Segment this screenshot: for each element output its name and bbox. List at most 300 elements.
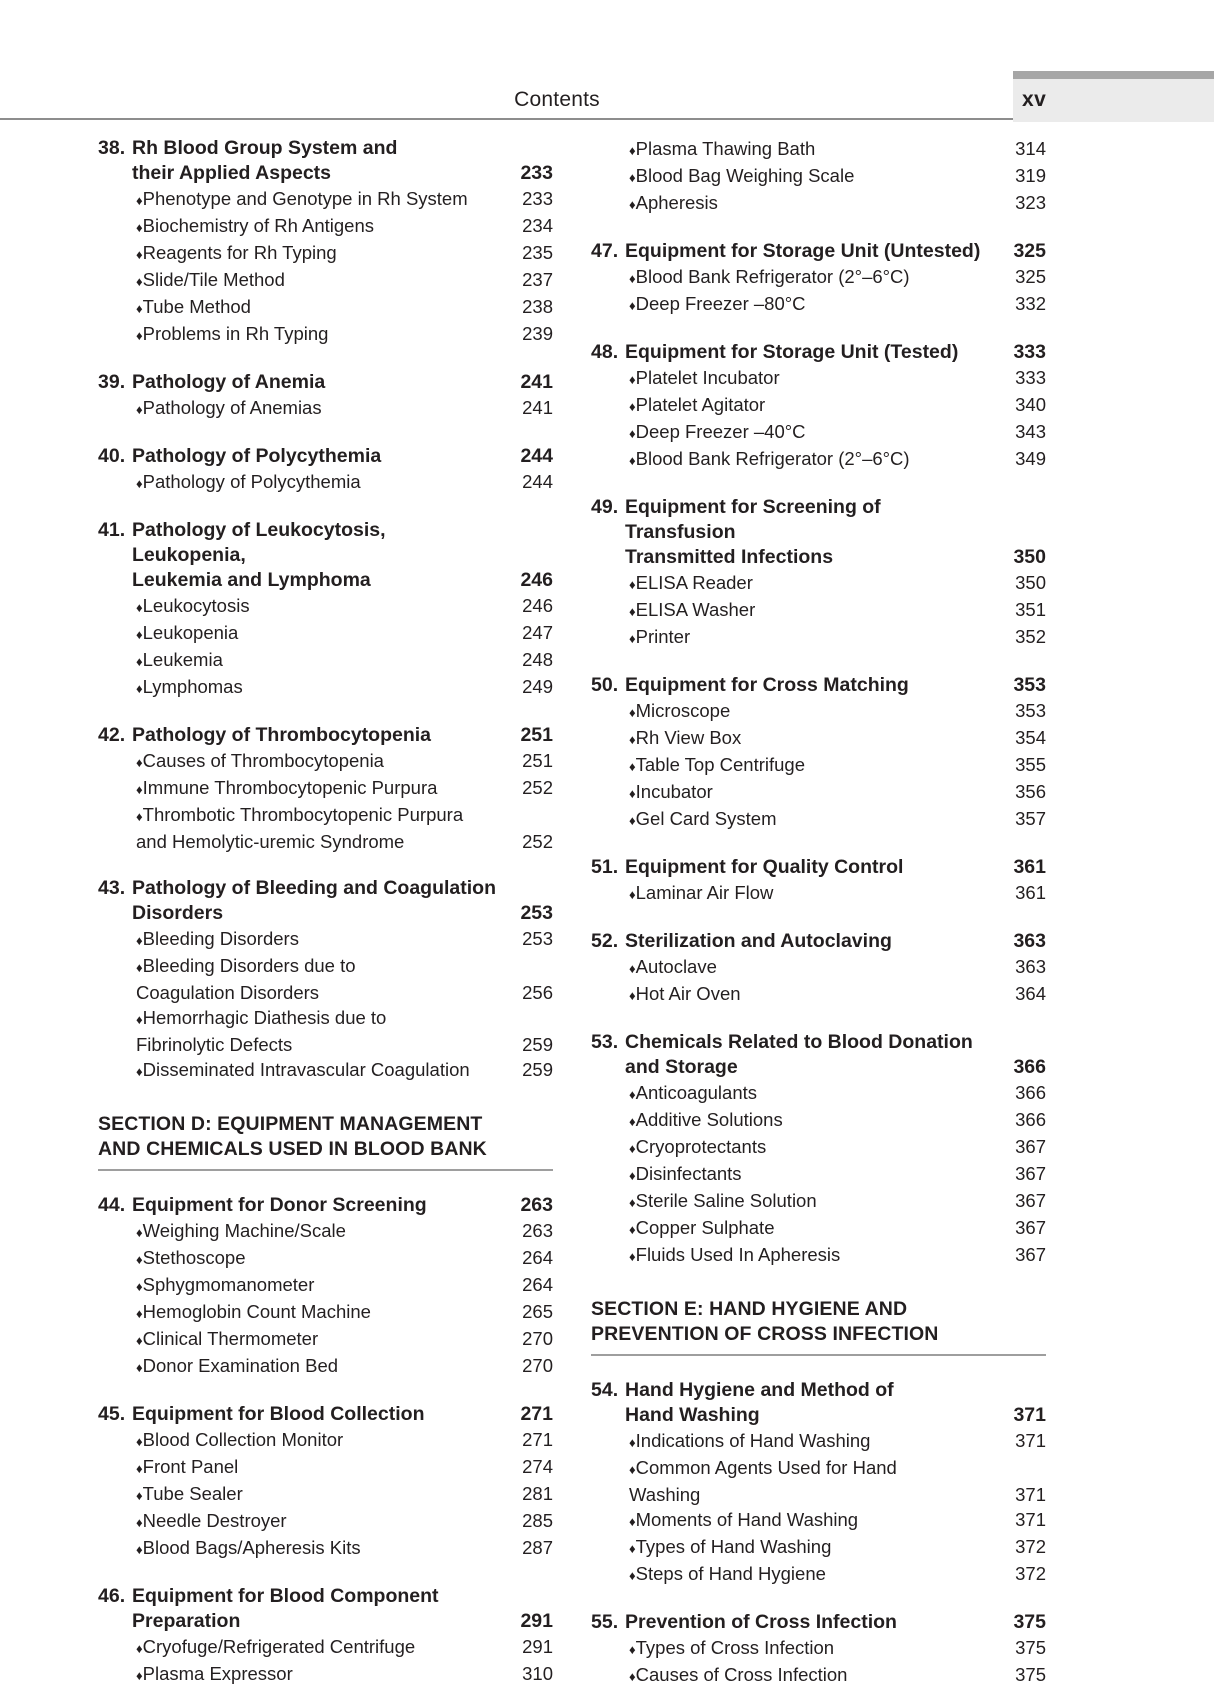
- toc-topic-page: 239: [522, 323, 553, 344]
- diamond-bullet-icon: ♦: [629, 1669, 636, 1684]
- toc-chapter-title-row[interactable]: [591, 855, 1046, 880]
- diamond-bullet-icon: ♦: [136, 654, 143, 669]
- toc-topic-row[interactable]: [591, 136, 1046, 163]
- toc-topic-label: Leukocytosis: [142, 595, 250, 616]
- toc-topic-row[interactable]: [591, 1134, 1046, 1161]
- diamond-bullet-icon: ♦: [629, 1642, 636, 1657]
- toc-topic-page: 256: [522, 982, 553, 1003]
- toc-topic-page: 281: [522, 1483, 553, 1504]
- toc-chapter[interactable]: [591, 929, 1046, 1008]
- header-divider: [0, 118, 1015, 120]
- toc-chapter[interactable]: [98, 723, 553, 854]
- toc-topic-label: Tube Sealer: [142, 1483, 243, 1504]
- toc-topic-label: Leukemia: [142, 649, 223, 670]
- toc-chapter[interactable]: [591, 855, 1046, 907]
- toc-topic-row[interactable]: [591, 779, 1046, 806]
- toc-chapter-title-row[interactable]: [591, 495, 1046, 545]
- toc-topic-label: Blood Bank Refrigerator (2°–6°C): [635, 448, 910, 469]
- toc-column-left: [98, 136, 553, 1689]
- toc-topic-label: Apheresis: [635, 192, 718, 213]
- diamond-bullet-icon: ♦: [136, 1542, 143, 1557]
- diamond-bullet-icon: ♦: [629, 813, 636, 828]
- toc-topic-row[interactable]: [591, 163, 1046, 190]
- toc-topic-page: 310: [522, 1663, 553, 1684]
- toc-topic-page: 259: [522, 1059, 553, 1080]
- toc-topic-page: 287: [522, 1537, 553, 1558]
- toc-chapter-title-row[interactable]: [591, 239, 1046, 264]
- toc-topic-label: Coagulation Disorders: [136, 982, 320, 1003]
- toc-topic-row[interactable]: [591, 624, 1046, 651]
- toc-topic-page: 249: [522, 676, 553, 697]
- toc-topic-page: 263: [522, 1220, 553, 1241]
- toc-topic-label: Pathology of Anemias: [142, 397, 322, 418]
- toc-section-heading-line: AND CHEMICALS USED IN BLOOD BANK: [98, 1138, 487, 1160]
- toc-chapter[interactable]: [98, 370, 553, 422]
- toc-topic-label: Rh View Box: [635, 727, 742, 748]
- toc-topic-row[interactable]: [98, 1218, 553, 1245]
- toc-topic-row[interactable]: [98, 395, 553, 422]
- toc-topic-row[interactable]: [98, 1326, 553, 1353]
- toc-topic-label: Pathology of Polycythemia: [142, 471, 361, 492]
- toc-chapter-title: Equipment for Donor Screening: [132, 1194, 427, 1216]
- section-heading-divider: [591, 1354, 1046, 1356]
- toc-topic-label: Slide/Tile Method: [142, 269, 285, 290]
- toc-topic-label: and Hemolytic-uremic Syndrome: [136, 831, 405, 852]
- toc-topic-label: Disinfectants: [635, 1163, 742, 1184]
- toc-topic-page: 340: [1015, 394, 1046, 415]
- toc-topic-row[interactable]: [591, 1107, 1046, 1134]
- diamond-bullet-icon: ♦: [136, 1360, 143, 1375]
- toc-chapter-number: 44.: [98, 1194, 126, 1216]
- toc-topic-row[interactable]: [98, 213, 553, 240]
- toc-topic-row[interactable]: [591, 981, 1046, 1008]
- toc-topic-page: 259: [522, 1034, 553, 1055]
- toc-topic-row[interactable]: [98, 321, 553, 348]
- toc-topic-page: 367: [1015, 1136, 1046, 1157]
- diamond-bullet-icon: ♦: [136, 274, 143, 289]
- toc-topic-row[interactable]: [591, 880, 1046, 907]
- toc-topic-row[interactable]: [591, 1161, 1046, 1188]
- toc-topic-label: Lymphomas: [142, 676, 243, 697]
- toc-topic-page: 367: [1015, 1244, 1046, 1265]
- toc-topic-label: Hemoglobin Count Machine: [142, 1301, 371, 1322]
- toc-topic-page: 367: [1015, 1163, 1046, 1184]
- diamond-bullet-icon: ♦: [136, 1333, 143, 1348]
- toc-chapter-title-row[interactable]: [98, 518, 553, 568]
- toc-chapter-title: Equipment for Blood Component: [132, 1585, 439, 1607]
- toc-topic-row[interactable]: [98, 1272, 553, 1299]
- toc-topic-row[interactable]: [98, 748, 553, 775]
- toc-topic-page: 371: [1015, 1484, 1046, 1505]
- toc-topic-page: 274: [522, 1456, 553, 1477]
- toc-topic-row[interactable]: [591, 392, 1046, 419]
- toc-topic-page: 244: [522, 471, 553, 492]
- diamond-bullet-icon: ♦: [629, 759, 636, 774]
- toc-chapter-title-continuation-row: [98, 1609, 553, 1634]
- toc-topic-row[interactable]: [98, 1299, 553, 1326]
- toc-chapter-page: 375: [1013, 1611, 1046, 1633]
- page-running-head: [0, 0, 1214, 122]
- toc-topic-row[interactable]: [591, 752, 1046, 779]
- toc-chapter-title-row[interactable]: [591, 1030, 1046, 1055]
- toc-topic-page: 235: [522, 242, 553, 263]
- toc-topic-row[interactable]: [98, 1057, 553, 1084]
- toc-topic-row[interactable]: [591, 806, 1046, 833]
- toc-topic-label: Disseminated Intravascular Coagulation: [142, 1059, 470, 1080]
- toc-topic-page: 366: [1015, 1082, 1046, 1103]
- toc-topic-row[interactable]: [591, 264, 1046, 291]
- toc-topic-page: 371: [1015, 1430, 1046, 1451]
- toc-chapter-number: 42.: [98, 724, 126, 746]
- toc-topic-label: Hemorrhagic Diathesis due to: [142, 1007, 387, 1028]
- toc-topic-label: Blood Bag Weighing Scale: [635, 165, 855, 186]
- diamond-bullet-icon: ♦: [629, 143, 636, 158]
- toc-topic-label: Platelet Incubator: [635, 367, 780, 388]
- toc-chapter-page: 241: [520, 371, 553, 393]
- toc-topic-row[interactable]: [98, 775, 553, 802]
- toc-chapter[interactable]: [98, 136, 553, 348]
- toc-chapter-title-continuation-row: [98, 568, 553, 593]
- toc-topic-row[interactable]: [591, 291, 1046, 318]
- toc-topic-page: 372: [1015, 1536, 1046, 1557]
- toc-chapter-title: Sterilization and Autoclaving: [625, 930, 892, 952]
- toc-chapter-page: 263: [520, 1194, 553, 1216]
- toc-topic-row[interactable]: [98, 294, 553, 321]
- toc-topic-page: 375: [1015, 1637, 1046, 1658]
- toc-topic-row[interactable]: [591, 1428, 1046, 1455]
- toc-chapter[interactable]: [591, 340, 1046, 473]
- toc-topic-page: 265: [522, 1301, 553, 1322]
- toc-topic-label: Steps of Hand Hygiene: [635, 1563, 826, 1584]
- toc-topic-page: 367: [1015, 1190, 1046, 1211]
- toc-topic-page: 264: [522, 1247, 553, 1268]
- diamond-bullet-icon: ♦: [629, 1568, 636, 1583]
- toc-chapter-number: 51.: [591, 856, 619, 878]
- diamond-bullet-icon: ♦: [136, 1488, 143, 1503]
- toc-topic-row[interactable]: [591, 1215, 1046, 1242]
- toc-topic-label: Cryoprotectants: [635, 1136, 767, 1157]
- toc-topic-label: Printer: [635, 626, 691, 647]
- toc-chapter-number: 46.: [98, 1585, 126, 1607]
- toc-chapter-title-row[interactable]: [98, 1402, 553, 1427]
- toc-chapter[interactable]: [98, 518, 553, 701]
- toc-chapter-title-continuation-row: [98, 161, 553, 186]
- toc-topic-label: Blood Collection Monitor: [142, 1429, 344, 1450]
- toc-topic-label: Leukopenia: [142, 622, 239, 643]
- diamond-bullet-icon: ♦: [136, 1434, 143, 1449]
- toc-topic-row[interactable]: [591, 1561, 1046, 1588]
- toc-topic-row[interactable]: [591, 1242, 1046, 1269]
- toc-chapter-title-row[interactable]: [98, 136, 553, 161]
- toc-topic-label: Reagents for Rh Typing: [142, 242, 337, 263]
- toc-topic-continuation-row: [98, 829, 553, 854]
- toc-topic-page: 233: [522, 188, 553, 209]
- toc-chapter-page: 363: [1013, 930, 1046, 952]
- toc-chapter[interactable]: [98, 1193, 553, 1380]
- toc-chapter-number: 48.: [591, 341, 619, 363]
- toc-topic-row[interactable]: [98, 647, 553, 674]
- toc-chapter-number: 55.: [591, 1611, 619, 1633]
- toc-chapter-title: Transmitted Infections: [625, 546, 834, 568]
- toc-topic-page: 314: [1015, 138, 1046, 159]
- toc-chapter-title-row[interactable]: [591, 1378, 1046, 1403]
- toc-chapter-page: 271: [520, 1403, 553, 1425]
- toc-topic-row[interactable]: [591, 725, 1046, 752]
- diamond-bullet-icon: ♦: [136, 600, 143, 615]
- diamond-bullet-icon: ♦: [629, 1195, 636, 1210]
- toc-chapter-page: 371: [1013, 1404, 1046, 1426]
- diamond-bullet-icon: ♦: [629, 961, 636, 976]
- toc-topic-page: 353: [1015, 700, 1046, 721]
- toc-topic-label: Stethoscope: [142, 1247, 246, 1268]
- toc-chapter-page: 251: [520, 724, 553, 746]
- diamond-bullet-icon: ♦: [629, 887, 636, 902]
- diamond-bullet-icon: ♦: [629, 1249, 636, 1264]
- toc-topic-label: Plasma Thawing Bath: [635, 138, 816, 159]
- diamond-bullet-icon: ♦: [629, 705, 636, 720]
- toc-topic-label: Types of Hand Washing: [635, 1536, 832, 1557]
- toc-topic-row[interactable]: [591, 698, 1046, 725]
- toc-topic-row[interactable]: [98, 1353, 553, 1380]
- diamond-bullet-icon: ♦: [136, 1668, 143, 1683]
- toc-chapter-title: Prevention of Cross Infection: [625, 1611, 897, 1633]
- toc-chapter-page: 325: [1013, 240, 1046, 262]
- diamond-bullet-icon: ♦: [629, 453, 636, 468]
- toc-topic-row[interactable]: [591, 190, 1046, 217]
- toc-topic-row[interactable]: [98, 186, 553, 213]
- toc-chapter-title: Leukemia and Lymphoma: [132, 569, 371, 591]
- diamond-bullet-icon: ♦: [629, 1114, 636, 1129]
- toc-topic-row[interactable]: [591, 1455, 1046, 1482]
- diamond-bullet-icon: ♦: [136, 247, 143, 262]
- diamond-bullet-icon: ♦: [629, 988, 636, 1003]
- toc-topic-row[interactable]: [98, 1634, 553, 1661]
- diamond-bullet-icon: ♦: [629, 1087, 636, 1102]
- diamond-bullet-icon: ♦: [136, 681, 143, 696]
- toc-topic-label: Plasma Expressor: [142, 1663, 293, 1684]
- toc-topic-label: Platelet Agitator: [635, 394, 766, 415]
- toc-chapter-title: Equipment for Screening of Transfusion: [625, 496, 881, 543]
- toc-topic-row[interactable]: [98, 1005, 553, 1032]
- toc-topic-row[interactable]: [591, 365, 1046, 392]
- toc-chapter[interactable]: [591, 1378, 1046, 1588]
- diamond-bullet-icon: ♦: [629, 1462, 636, 1477]
- toc-chapter-title: Equipment for Storage Unit (Tested): [625, 341, 959, 363]
- diamond-bullet-icon: ♦: [136, 809, 143, 824]
- toc-topic-label: Causes of Cross Infection: [635, 1664, 848, 1685]
- toc-topic-label: Blood Bank Refrigerator (2°–6°C): [635, 266, 910, 287]
- toc-topic-row[interactable]: [591, 570, 1046, 597]
- toc-chapter[interactable]: [591, 239, 1046, 318]
- toc-chapter-title-continuation-row: [591, 1403, 1046, 1428]
- toc-topic-row[interactable]: [591, 1662, 1046, 1689]
- toc-topic-row[interactable]: [98, 469, 553, 496]
- toc-topic-page: 251: [522, 750, 553, 771]
- toc-chapter-page: 246: [520, 569, 553, 591]
- toc-chapter-title-row[interactable]: [98, 1584, 553, 1609]
- toc-topic-row[interactable]: [591, 446, 1046, 473]
- toc-chapter-title: Preparation: [132, 1610, 241, 1632]
- toc-chapter-title: and Storage: [625, 1056, 738, 1078]
- toc-topic-continuation-row: [591, 1482, 1046, 1507]
- toc-topic-row[interactable]: [98, 593, 553, 620]
- diamond-bullet-icon: ♦: [629, 1168, 636, 1183]
- toc-topic-label: Bleeding Disorders: [142, 928, 299, 949]
- toc-chapter[interactable]: [98, 1584, 553, 1688]
- toc-chapter-title: Rh Blood Group System and: [132, 137, 398, 159]
- toc-topic-row[interactable]: [591, 419, 1046, 446]
- toc-chapter-title-row[interactable]: [98, 723, 553, 748]
- toc-chapter-page: 253: [520, 902, 553, 924]
- toc-topic-row[interactable]: [98, 240, 553, 267]
- toc-topic-row[interactable]: [98, 802, 553, 829]
- toc-chapter-number: 38.: [98, 137, 126, 159]
- toc-chapter[interactable]: [591, 673, 1046, 833]
- toc-topic-row[interactable]: [591, 1635, 1046, 1662]
- toc-topic-row[interactable]: [98, 1454, 553, 1481]
- diamond-bullet-icon: ♦: [629, 732, 636, 747]
- toc-topic-page: 356: [1015, 781, 1046, 802]
- toc-chapter-title-row[interactable]: [591, 673, 1046, 698]
- toc-topic-label: Hot Air Oven: [635, 983, 741, 1004]
- toc-topic-label: Phenotype and Genotype in Rh System: [142, 188, 468, 209]
- toc-chapter-page: 361: [1013, 856, 1046, 878]
- toc-chapter-title-row[interactable]: [98, 444, 553, 469]
- toc-chapter-title-row[interactable]: [591, 340, 1046, 365]
- toc-topic-label: Clinical Thermometer: [142, 1328, 319, 1349]
- toc-topic-label: Fluids Used In Apheresis: [635, 1244, 841, 1265]
- toc-topic-page: 271: [522, 1429, 553, 1450]
- toc-topic-row[interactable]: [98, 620, 553, 647]
- diamond-bullet-icon: ♦: [629, 1141, 636, 1156]
- toc-chapter-title-row[interactable]: [98, 370, 553, 395]
- toc-chapter[interactable]: [591, 1610, 1046, 1689]
- diamond-bullet-icon: ♦: [629, 1541, 636, 1556]
- toc-topic-page: 238: [522, 296, 553, 317]
- toc-chapter-title: Disorders: [132, 902, 224, 924]
- toc-topic-label: Causes of Thrombocytopenia: [142, 750, 384, 771]
- toc-chapter-number: 53.: [591, 1031, 619, 1053]
- toc-chapter-title: Equipment for Cross Matching: [625, 674, 909, 696]
- toc-topic-label: Types of Cross Infection: [635, 1637, 835, 1658]
- toc-topic-label: Bleeding Disorders due to: [142, 955, 356, 976]
- diamond-bullet-icon: ♦: [136, 1515, 143, 1530]
- toc-topic-page: 333: [1015, 367, 1046, 388]
- toc-topic-row[interactable]: [98, 1535, 553, 1562]
- toc-chapter-title-row[interactable]: [98, 1193, 553, 1218]
- diamond-bullet-icon: ♦: [136, 627, 143, 642]
- toc-chapter[interactable]: [98, 1402, 553, 1562]
- toc-chapter[interactable]: [98, 444, 553, 496]
- toc-topic-label: ELISA Washer: [635, 599, 756, 620]
- toc-topic-label: Immune Thrombocytopenic Purpura: [142, 777, 438, 798]
- toc-chapter-title-continuation-row: [591, 1055, 1046, 1080]
- toc-topic-page: 325: [1015, 266, 1046, 287]
- toc-chapter-page: 291: [520, 1610, 553, 1632]
- toc-topic-page: 323: [1015, 192, 1046, 213]
- toc-topic-row[interactable]: [591, 1188, 1046, 1215]
- toc-chapter-page: 333: [1013, 341, 1046, 363]
- diamond-bullet-icon: ♦: [629, 298, 636, 313]
- toc-topic-label: Front Panel: [142, 1456, 239, 1477]
- toc-chapter[interactable]: [98, 876, 553, 1084]
- toc-topic-label: Anticoagulants: [635, 1082, 758, 1103]
- diamond-bullet-icon: ♦: [136, 1012, 143, 1027]
- toc-section-heading: [98, 1112, 553, 1171]
- toc-chapter-title: their Applied Aspects: [132, 162, 332, 184]
- diamond-bullet-icon: ♦: [136, 301, 143, 316]
- toc-topic-page: 291: [522, 1636, 553, 1657]
- toc-chapter[interactable]: [591, 495, 1046, 651]
- toc-topic-label: Deep Freezer –80°C: [635, 293, 806, 314]
- toc-topic-row[interactable]: [98, 674, 553, 701]
- toc-topic-label: Microscope: [635, 700, 731, 721]
- toc-topic-row[interactable]: [98, 1508, 553, 1535]
- toc-chapter-title: Pathology of Leukocytosis, Leukopenia,: [132, 519, 386, 566]
- toc-chapter-title-row[interactable]: [98, 876, 553, 901]
- diamond-bullet-icon: ♦: [629, 1222, 636, 1237]
- toc-section-heading-line: SECTION D: EQUIPMENT MANAGEMENT: [98, 1113, 483, 1135]
- toc-topic-row[interactable]: [591, 954, 1046, 981]
- toc-topic-label: Incubator: [635, 781, 713, 802]
- toc-topic-label: Table Top Centrifuge: [635, 754, 805, 775]
- toc-chapter-title: Pathology of Thrombocytopenia: [132, 724, 432, 746]
- toc-topic-label: Deep Freezer –40°C: [635, 421, 806, 442]
- toc-topic-page: 319: [1015, 165, 1046, 186]
- toc-topic-page: 351: [1015, 599, 1046, 620]
- toc-topic-row[interactable]: [591, 1507, 1046, 1534]
- toc-topic-label: Moments of Hand Washing: [635, 1509, 859, 1530]
- diamond-bullet-icon: ♦: [629, 170, 636, 185]
- toc-chapter-title-row[interactable]: [591, 929, 1046, 954]
- toc-topic-row[interactable]: [591, 1080, 1046, 1107]
- page-number: xv: [1022, 88, 1047, 111]
- toc-chapter-title: Chemicals Related to Blood Donation: [625, 1031, 973, 1053]
- toc-topic-row[interactable]: [98, 953, 553, 980]
- toc-topic-page: 248: [522, 649, 553, 670]
- toc-topic-label: Common Agents Used for Hand: [635, 1457, 897, 1478]
- toc-topic-row[interactable]: [98, 267, 553, 294]
- diamond-bullet-icon: ♦: [629, 1514, 636, 1529]
- toc-chapter-number: 50.: [591, 674, 619, 696]
- toc-topic-page: 349: [1015, 448, 1046, 469]
- toc-topic-label: Sterile Saline Solution: [635, 1190, 817, 1211]
- diamond-bullet-icon: ♦: [136, 755, 143, 770]
- toc-topic-row[interactable]: [98, 1481, 553, 1508]
- toc-topic-row[interactable]: [98, 1427, 553, 1454]
- diamond-bullet-icon: ♦: [136, 402, 143, 417]
- toc-chapter[interactable]: [591, 1030, 1046, 1269]
- toc-topic-row[interactable]: [591, 597, 1046, 624]
- toc-chapter-number: 47.: [591, 240, 619, 262]
- toc-chapter-title: Pathology of Bleeding and Coagulation: [132, 877, 496, 899]
- toc-topic-row[interactable]: [98, 926, 553, 953]
- toc-topic-row[interactable]: [98, 1245, 553, 1272]
- diamond-bullet-icon: ♦: [136, 1225, 143, 1240]
- toc-topic-page: 270: [522, 1355, 553, 1376]
- toc-chapter-title-row[interactable]: [591, 1610, 1046, 1635]
- diamond-bullet-icon: ♦: [136, 1641, 143, 1656]
- toc-chapter-number: 45.: [98, 1403, 126, 1425]
- toc-topic-label: Fibrinolytic Defects: [136, 1034, 293, 1055]
- toc-topic-label: Washing: [629, 1484, 701, 1505]
- toc-topic-continuation-row: [98, 1032, 553, 1057]
- toc-chapter-number: 40.: [98, 445, 126, 467]
- toc-topic-row[interactable]: [98, 1661, 553, 1688]
- diamond-bullet-icon: ♦: [136, 1064, 143, 1079]
- toc-chapter-title-continuation-row: [98, 901, 553, 926]
- toc-topic-row[interactable]: [591, 1534, 1046, 1561]
